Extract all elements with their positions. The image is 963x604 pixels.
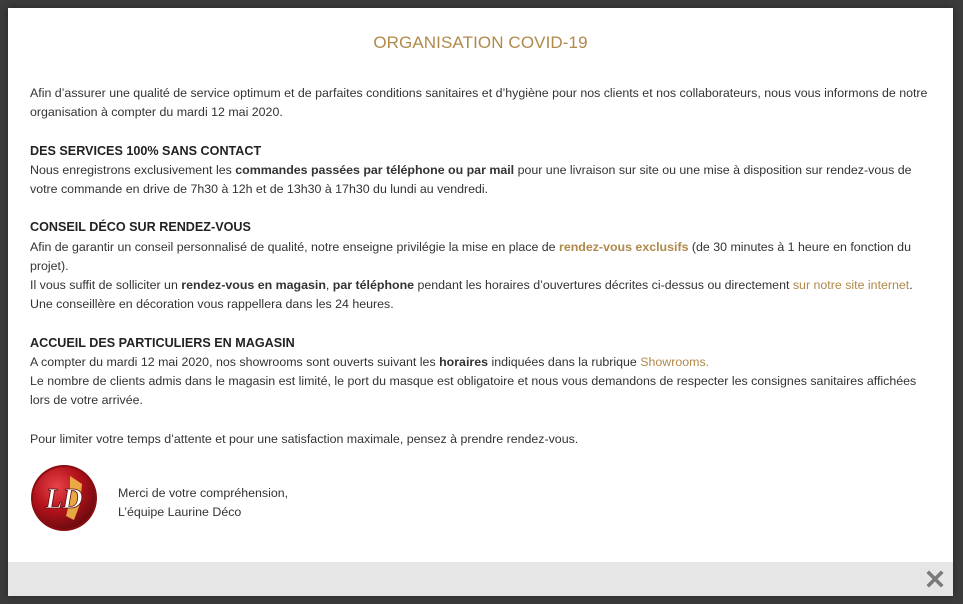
signature-block bbox=[30, 464, 530, 534]
text-segment: pendant les horaires d’ouvertures décrites ci-dessus ou directement bbox=[414, 278, 793, 292]
text-segment: Afin de garantir un conseil personnalisé de qualité, notre enseigne privilégie la mise en place de bbox=[30, 239, 559, 254]
section-store-welcome-text-1 bbox=[30, 353, 935, 372]
team-line: L’équipe Laurine Déco bbox=[118, 505, 242, 520]
text-segment: . Une conseillère en décoration vous rappellera dans les 24 heures. bbox=[30, 278, 913, 312]
website-link[interactable]: sur notre site internet bbox=[792, 278, 910, 292]
emphasis-text: rendez-vous en magasin bbox=[181, 278, 326, 292]
ld-logo-icon bbox=[30, 464, 98, 532]
section-no-contact-text bbox=[30, 161, 935, 199]
section-heading-store-welcome: ACCUEIL DES PARTICULIERS EN MAGASIN bbox=[30, 335, 295, 350]
showrooms-link[interactable]: Showrooms bbox=[640, 354, 706, 369]
signature-text bbox=[118, 484, 288, 522]
intro-paragraph: Afin d’assurer une qualité de service optimum et de parfaites conditions sanitaires et d’hygiène pour nos clients et nos collaborateurs, nous vous informons de notre organisation à compter du mardi 12 mai 2020. bbox=[30, 86, 928, 120]
closing-paragraph: Pour limiter votre temps d’attente et pour une satisfaction maximale, pensez à prendre rendez-vous. bbox=[30, 431, 579, 446]
text-segment: Il vous suffit de solliciter un bbox=[30, 278, 182, 292]
section-deco-advice-text-2 bbox=[30, 276, 935, 314]
text-segment: A compter du mardi 12 mai 2020, nos showrooms sont ouverts suivant les bbox=[30, 354, 440, 369]
text-segment: . bbox=[705, 354, 710, 369]
section-heading-no-contact: DES SERVICES 100% SANS CONTACT bbox=[30, 143, 262, 158]
thanks-line: Merci de votre compréhension, bbox=[118, 486, 289, 500]
section-deco-advice-text-1 bbox=[30, 238, 935, 276]
highlight-text: rendez-vous exclusifs bbox=[559, 239, 689, 254]
emphasis-text: horaires bbox=[439, 354, 488, 369]
modal-content bbox=[30, 84, 935, 468]
modal-title: ORGANISATION COVID-19 bbox=[373, 33, 588, 52]
emphasis-text: par téléphone bbox=[332, 278, 415, 292]
text-segment: pour une livraison sur site ou une mise à disposition sur rendez-vous de votre commande en drive de 7h30 à 12h et de 13h30 à 17h30 du lundi au vendredi. bbox=[30, 162, 912, 196]
emphasis-text: commandes passées par téléphone ou par mail bbox=[235, 162, 515, 177]
close-icon[interactable] bbox=[925, 569, 945, 589]
text-segment: , bbox=[325, 278, 333, 292]
text-segment: indiquées dans la rubrique bbox=[488, 354, 641, 369]
text-segment: Nous enregistrons exclusivement les bbox=[30, 162, 236, 177]
section-store-welcome-text-2: Le nombre de clients admis dans le magasin est limité, le port du masque est obligatoire et nous vous demandons de respecter les consignes sanitaires affichées lors de votre arrivée. bbox=[30, 374, 917, 408]
modal-footer bbox=[8, 562, 953, 596]
text-segment: (de 30 minutes à 1 heure en fonction du projet). bbox=[30, 239, 911, 273]
covid-info-modal bbox=[8, 8, 953, 596]
section-heading-deco-advice: CONSEIL DÉCO SUR RENDEZ-VOUS bbox=[30, 220, 251, 235]
logo-letters: LD bbox=[45, 484, 83, 515]
